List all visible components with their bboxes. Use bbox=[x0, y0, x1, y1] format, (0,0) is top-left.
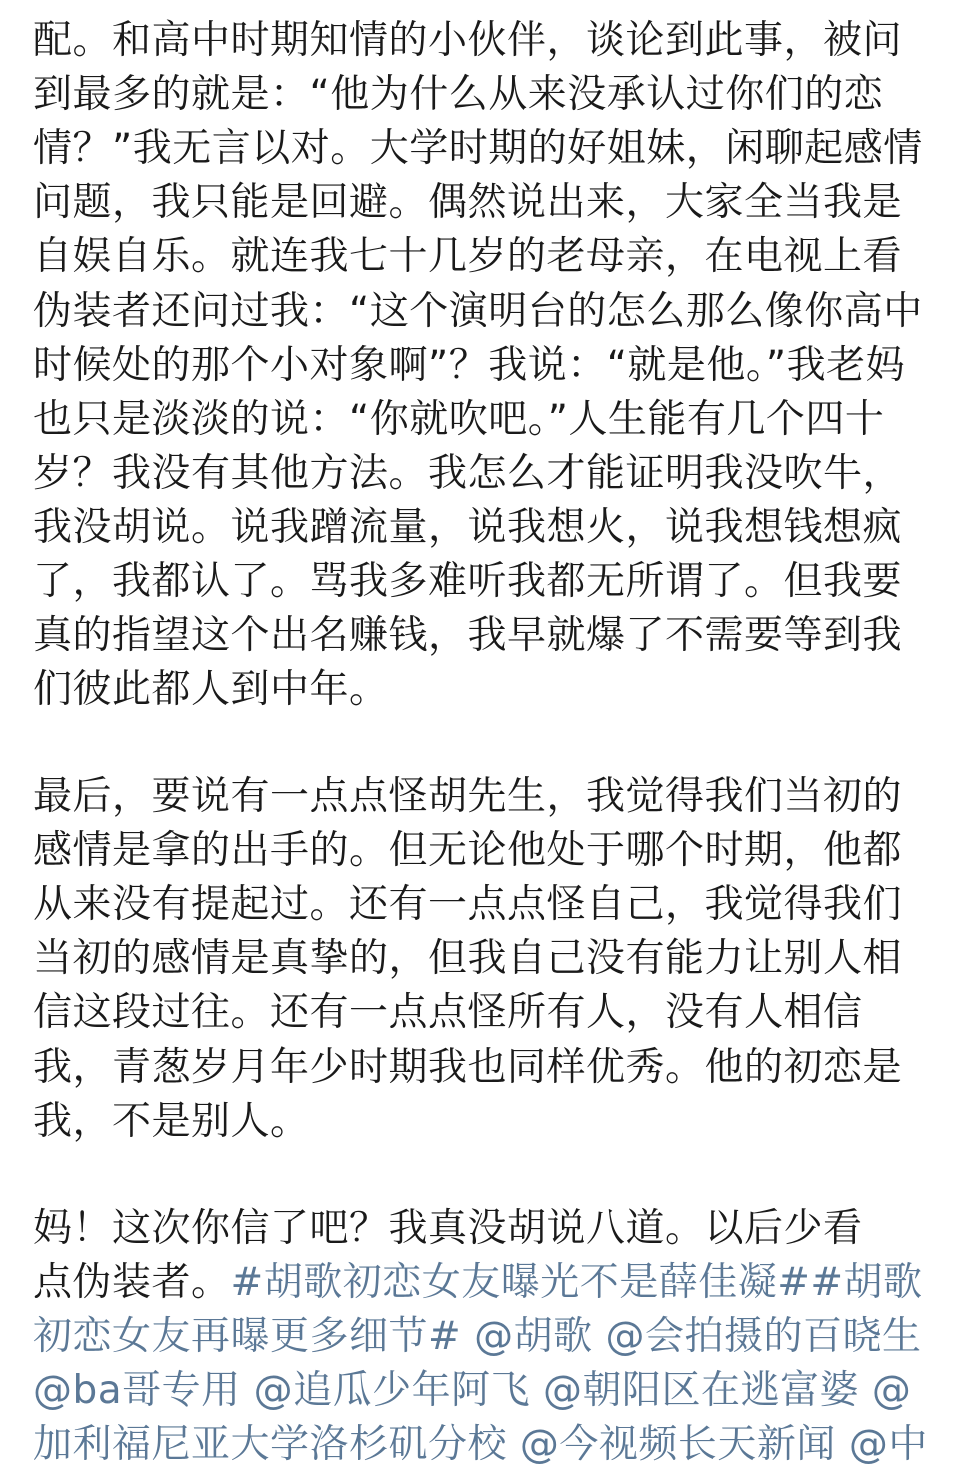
text-line bbox=[33, 609, 902, 663]
text-segment: 信这段过往。还有一点点怪所有人，没有人相信 bbox=[33, 990, 863, 1035]
text-line bbox=[33, 285, 923, 339]
text-line bbox=[33, 1418, 928, 1472]
text-segment: 们彼此都人到中年。 bbox=[33, 667, 389, 712]
text-line bbox=[33, 1095, 310, 1149]
text-segment: 我没胡说。说我蹭流量，说我想火，说我想钱想疯 bbox=[33, 505, 903, 550]
text-segment: 感情是拿的出手的。但无论他处于哪个时期，他都 bbox=[33, 828, 903, 873]
text-line bbox=[33, 68, 883, 122]
text-line bbox=[33, 932, 902, 986]
text-segment: 最后，要说有一点点怪胡先生，我觉得我们当初的 bbox=[33, 774, 903, 819]
text-line bbox=[33, 1041, 902, 1095]
text-segment bbox=[461, 1314, 474, 1359]
text-line bbox=[33, 447, 902, 501]
mention-link[interactable]: 加利福尼亚大学洛杉矶分校 bbox=[33, 1422, 508, 1467]
text-segment: 真的指望这个出名赚钱，我早就爆了不需要等到我 bbox=[33, 613, 903, 658]
mention-link[interactable]: @ bbox=[871, 1368, 912, 1413]
text-segment bbox=[530, 1368, 543, 1413]
mention-link[interactable]: @中 bbox=[848, 1422, 928, 1467]
text-segment bbox=[859, 1368, 872, 1413]
text-segment bbox=[836, 1422, 849, 1467]
mention-link[interactable]: @追瓜少年阿飞 bbox=[253, 1368, 531, 1413]
mention-link[interactable]: @ba哥专用 bbox=[33, 1368, 241, 1413]
text-segment: 从来没有提起过。还有一点点怪自己，我觉得我们 bbox=[33, 882, 903, 927]
text-line bbox=[33, 1202, 863, 1256]
text-segment: 当初的感情是真挚的，但我自己没有能力让别人相 bbox=[33, 936, 903, 981]
text-line bbox=[33, 770, 902, 824]
text-segment: 配。和高中时期知情的小伙伴，谈论到此事，被问 bbox=[33, 18, 903, 63]
text-segment: 到最多的就是：“他为什么从来没承认过你们的恋 bbox=[33, 72, 884, 117]
text-segment: 伪装者还问过我：“这个演明台的怎么那么像你高中 bbox=[33, 289, 923, 334]
text-segment: 问题，我只能是回避。偶然说出来，大家全当我是 bbox=[33, 180, 903, 225]
text-line bbox=[33, 986, 863, 1040]
text-line bbox=[33, 555, 902, 609]
text-segment: 点伪装者。 bbox=[33, 1260, 231, 1305]
text-segment: 时候处的那个小对象啊”？我说：“就是他。”我老妈 bbox=[33, 343, 906, 388]
text-segment: 妈！这次你信了吧？我真没胡说八道。以后少看 bbox=[33, 1206, 863, 1251]
text-line bbox=[33, 824, 902, 878]
text-line bbox=[33, 878, 902, 932]
text-line bbox=[33, 339, 905, 393]
mention-link[interactable]: @会拍摄的百晓生 bbox=[605, 1314, 922, 1359]
text-line bbox=[33, 122, 923, 176]
text-segment bbox=[241, 1368, 254, 1413]
text-line bbox=[33, 1364, 911, 1418]
text-line bbox=[33, 393, 884, 447]
text-segment: 情？”我无言以对。大学时期的好姐妹，闲聊起感情 bbox=[33, 126, 923, 171]
text-line bbox=[33, 14, 902, 68]
hashtag-link[interactable]: #胡歌初恋女友曝光不是薛佳凝##胡歌 bbox=[230, 1260, 923, 1305]
text-segment: 岁？我没有其他方法。我怎么才能证明我没吹牛， bbox=[33, 451, 903, 496]
text-segment: 自娱自乐。就连我七十几岁的老母亲，在电视上看 bbox=[33, 234, 903, 279]
text-segment bbox=[593, 1314, 606, 1359]
text-segment: 了，我都认了。骂我多难听我都无所谓了。但我要 bbox=[33, 559, 903, 604]
text-segment: 我，不是别人。 bbox=[33, 1099, 310, 1144]
hashtag-link[interactable]: 初恋女友再曝更多细节# bbox=[33, 1314, 462, 1359]
text-segment bbox=[507, 1422, 520, 1467]
text-segment: 我，青葱岁月年少时期我也同样优秀。他的初恋是 bbox=[33, 1045, 903, 1090]
text-line bbox=[33, 501, 902, 555]
text-line bbox=[33, 663, 389, 717]
text-line bbox=[33, 1310, 922, 1364]
mention-link[interactable]: @今视频长天新闻 bbox=[519, 1422, 836, 1467]
text-line bbox=[33, 1256, 923, 1310]
mention-link[interactable]: @朝阳区在逃富婆 bbox=[542, 1368, 859, 1413]
text-line bbox=[33, 176, 902, 230]
text-segment: 也只是淡淡的说：“你就吹吧。”人生能有几个四十 bbox=[33, 397, 885, 442]
text-line bbox=[33, 230, 902, 284]
mention-link[interactable]: @胡歌 bbox=[474, 1314, 593, 1359]
